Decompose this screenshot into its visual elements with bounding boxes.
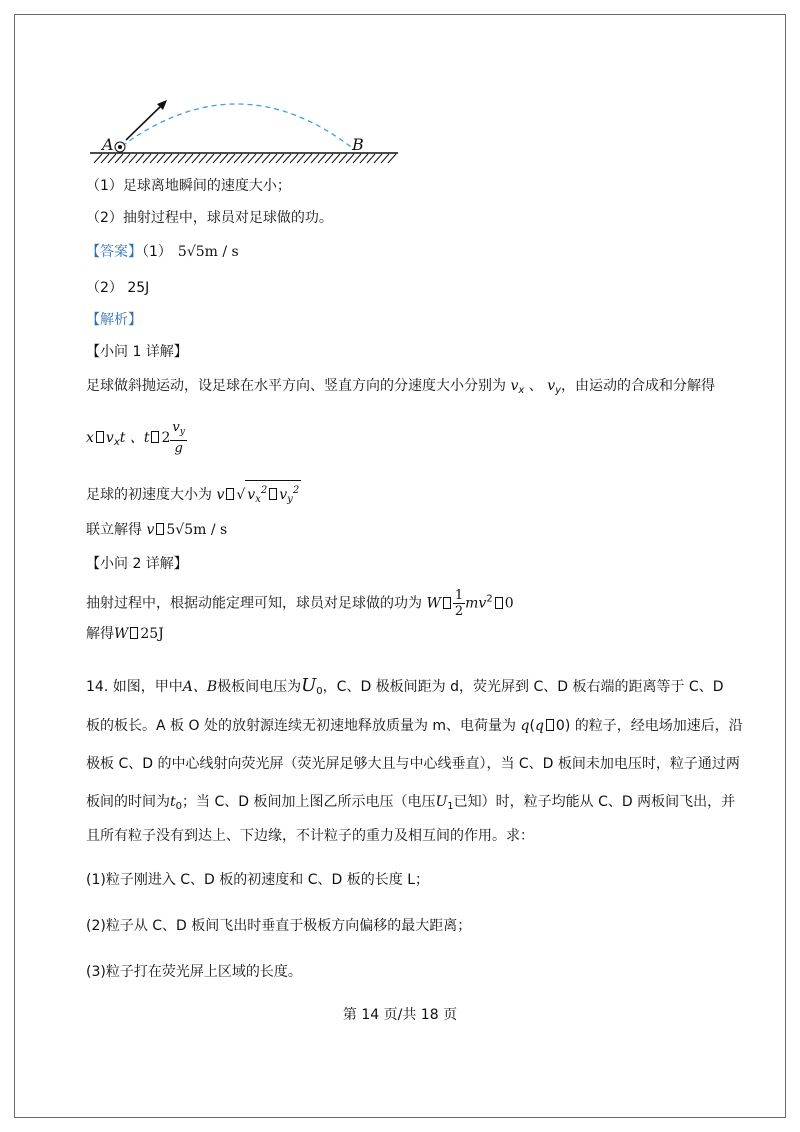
label-a: A	[102, 135, 114, 154]
answer-2: （2） 25J	[86, 280, 150, 296]
velocity-arrow	[126, 104, 163, 140]
work-line: 抽射过程中，根据动能定理可知，球员对足球做的功为 W $\frac{1}{2}$ $mv^2$ 0	[86, 588, 514, 619]
initial-speed-line: 足球的初速度大小为 v √ $v_x^2$ $v_y^2$	[86, 480, 301, 510]
problem-14-q3: (3)粒子打在荧光屏上区域的长度。	[86, 964, 302, 980]
problem-14-q2: (2)粒子从 C、D 板间飞出时垂直于极板方向偏移的最大距离；	[86, 918, 472, 934]
answer-1: 【答案】（1） 5√5m / s	[86, 244, 239, 260]
projectile-diagram	[80, 90, 410, 165]
sub1-text: 足球做斜抛运动，设足球在水平方向、竖直方向的分速度大小分别为 $v_x$ 、 $v_y$，由运动的合成和分解得	[86, 378, 716, 396]
problem-14-line-4: 板间的时间为$t_0$；当 C、D 板间加上图乙所示电压（电压$U_1$已知）时，粒子均能从 C、D 两板间飞出，并	[86, 794, 736, 812]
analysis-tag: 【解析】	[86, 312, 142, 328]
sub1-title: 【小问 1 详解】	[86, 344, 188, 360]
equation-1: x $v_xt$ 、t 2 $\frac{v_y}{g}$	[86, 420, 185, 456]
solve-2: 解得W 25J	[86, 626, 164, 642]
question-1: （1）足球离地瞬间的速度大小；	[86, 178, 291, 194]
ground-hatching	[94, 154, 396, 163]
problem-14-line-2: 板的板长。A 板 O 处的放射源连续无初速地释放质量为 m、电荷量为 q(q 0) 的粒子，经电场加速后，沿	[86, 718, 743, 734]
problem-14-q1: (1)粒子刚进入 C、D 板的初速度和 C、D 板的长度 L；	[86, 872, 429, 888]
question-2: （2）抽射过程中，球员对足球做的功。	[86, 210, 333, 226]
problem-14-line-1: 14. 如图，甲中A、B极板间电压为$U_0$，C、D 极板间距为 d，荧光屏到 C、D 板右端的距离等于 C、D	[86, 675, 724, 697]
solve-1: 联立解得 v 5√5m / s	[86, 522, 228, 538]
answer-tag: 【答案】	[86, 244, 142, 260]
label-b: B	[352, 135, 364, 154]
sub2-title: 【小问 2 详解】	[86, 556, 188, 572]
problem-14-line-3: 极板 C、D 的中心线射向荧光屏（荧光屏足够大且与中心线垂直），当 C、D 板间未加电压时，粒子通过两	[86, 756, 740, 772]
problem-14-line-5: 且所有粒子没有到达上、下边缘，不计粒子的重力及相互间的作用。求：	[86, 828, 534, 844]
page-footer: 第 14 页/共 18 页	[342, 1007, 458, 1023]
